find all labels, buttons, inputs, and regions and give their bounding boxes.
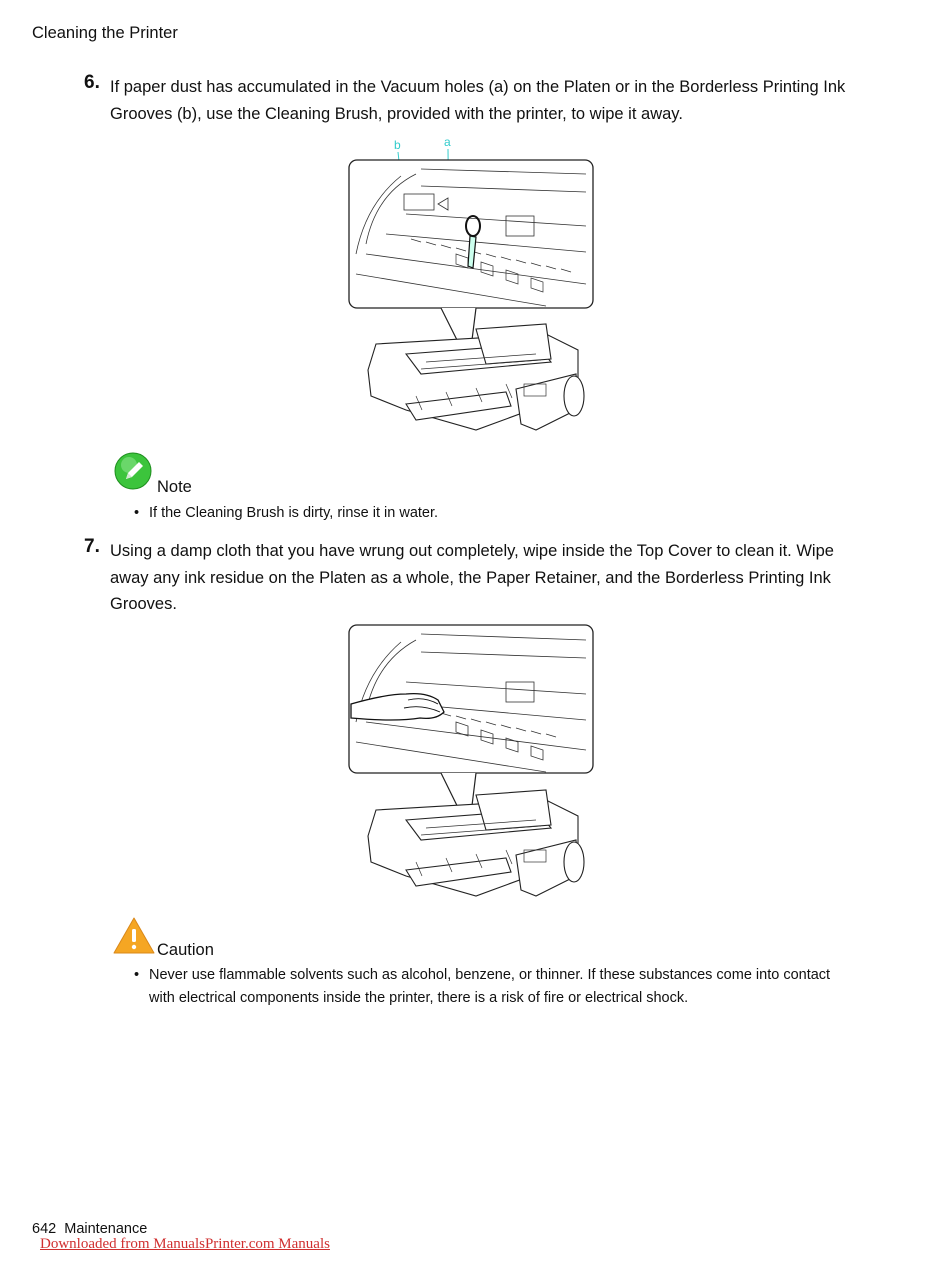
note-title: Note <box>157 478 192 496</box>
bullet: • <box>134 505 140 521</box>
caution-item <box>134 964 854 1010</box>
pencil-note-icon <box>114 452 154 492</box>
note-icon-wrapper <box>114 452 154 497</box>
printer-brush-illustration <box>346 134 598 444</box>
printer-cloth-illustration <box>346 622 598 910</box>
step-number: 7. <box>84 536 100 557</box>
bullet: • <box>134 967 140 983</box>
step-text: If paper dust has accumulated in the Vacuum holes (a) on the Platen or in the Borderless Printing Ink Grooves (b), use the Cleaning Brush, provided with the printer, to wipe it away. <box>110 78 846 123</box>
note-item <box>134 502 854 525</box>
running-header-title: Cleaning the Printer <box>32 24 178 42</box>
figure-label-b: b <box>394 138 401 152</box>
figure-label-a: a <box>444 135 451 149</box>
caution-icon-wrapper <box>112 916 156 961</box>
step-6 <box>84 74 864 127</box>
page-footer: 642 Maintenance <box>32 1221 148 1237</box>
caution-title: Caution <box>157 941 214 959</box>
step-text: Using a damp cloth that you have wrung out completely, wipe inside the Top Cover to clean it. Wipe away any ink residue on the Platen as a whole, the Paper Retainer, and the Borderless Printing Ink Grooves. <box>110 542 834 613</box>
step-7 <box>84 538 864 618</box>
download-source-link[interactable]: Downloaded from ManualsPrinter.com Manuals <box>40 1236 330 1252</box>
note-item-text: If the Cleaning Brush is dirty, rinse it in water. <box>149 505 439 521</box>
caution-item-text: Never use flammable solvents such as alcohol, benzene, or thinner. If these substances come into contact with electrical components inside the printer, there is a risk of fire or electrical shock. <box>149 967 831 1006</box>
step-number: 6. <box>84 72 100 93</box>
warning-triangle-icon <box>112 916 156 956</box>
figure-cloth-cleaning <box>346 622 598 910</box>
figure-brush-cleaning <box>346 134 598 444</box>
